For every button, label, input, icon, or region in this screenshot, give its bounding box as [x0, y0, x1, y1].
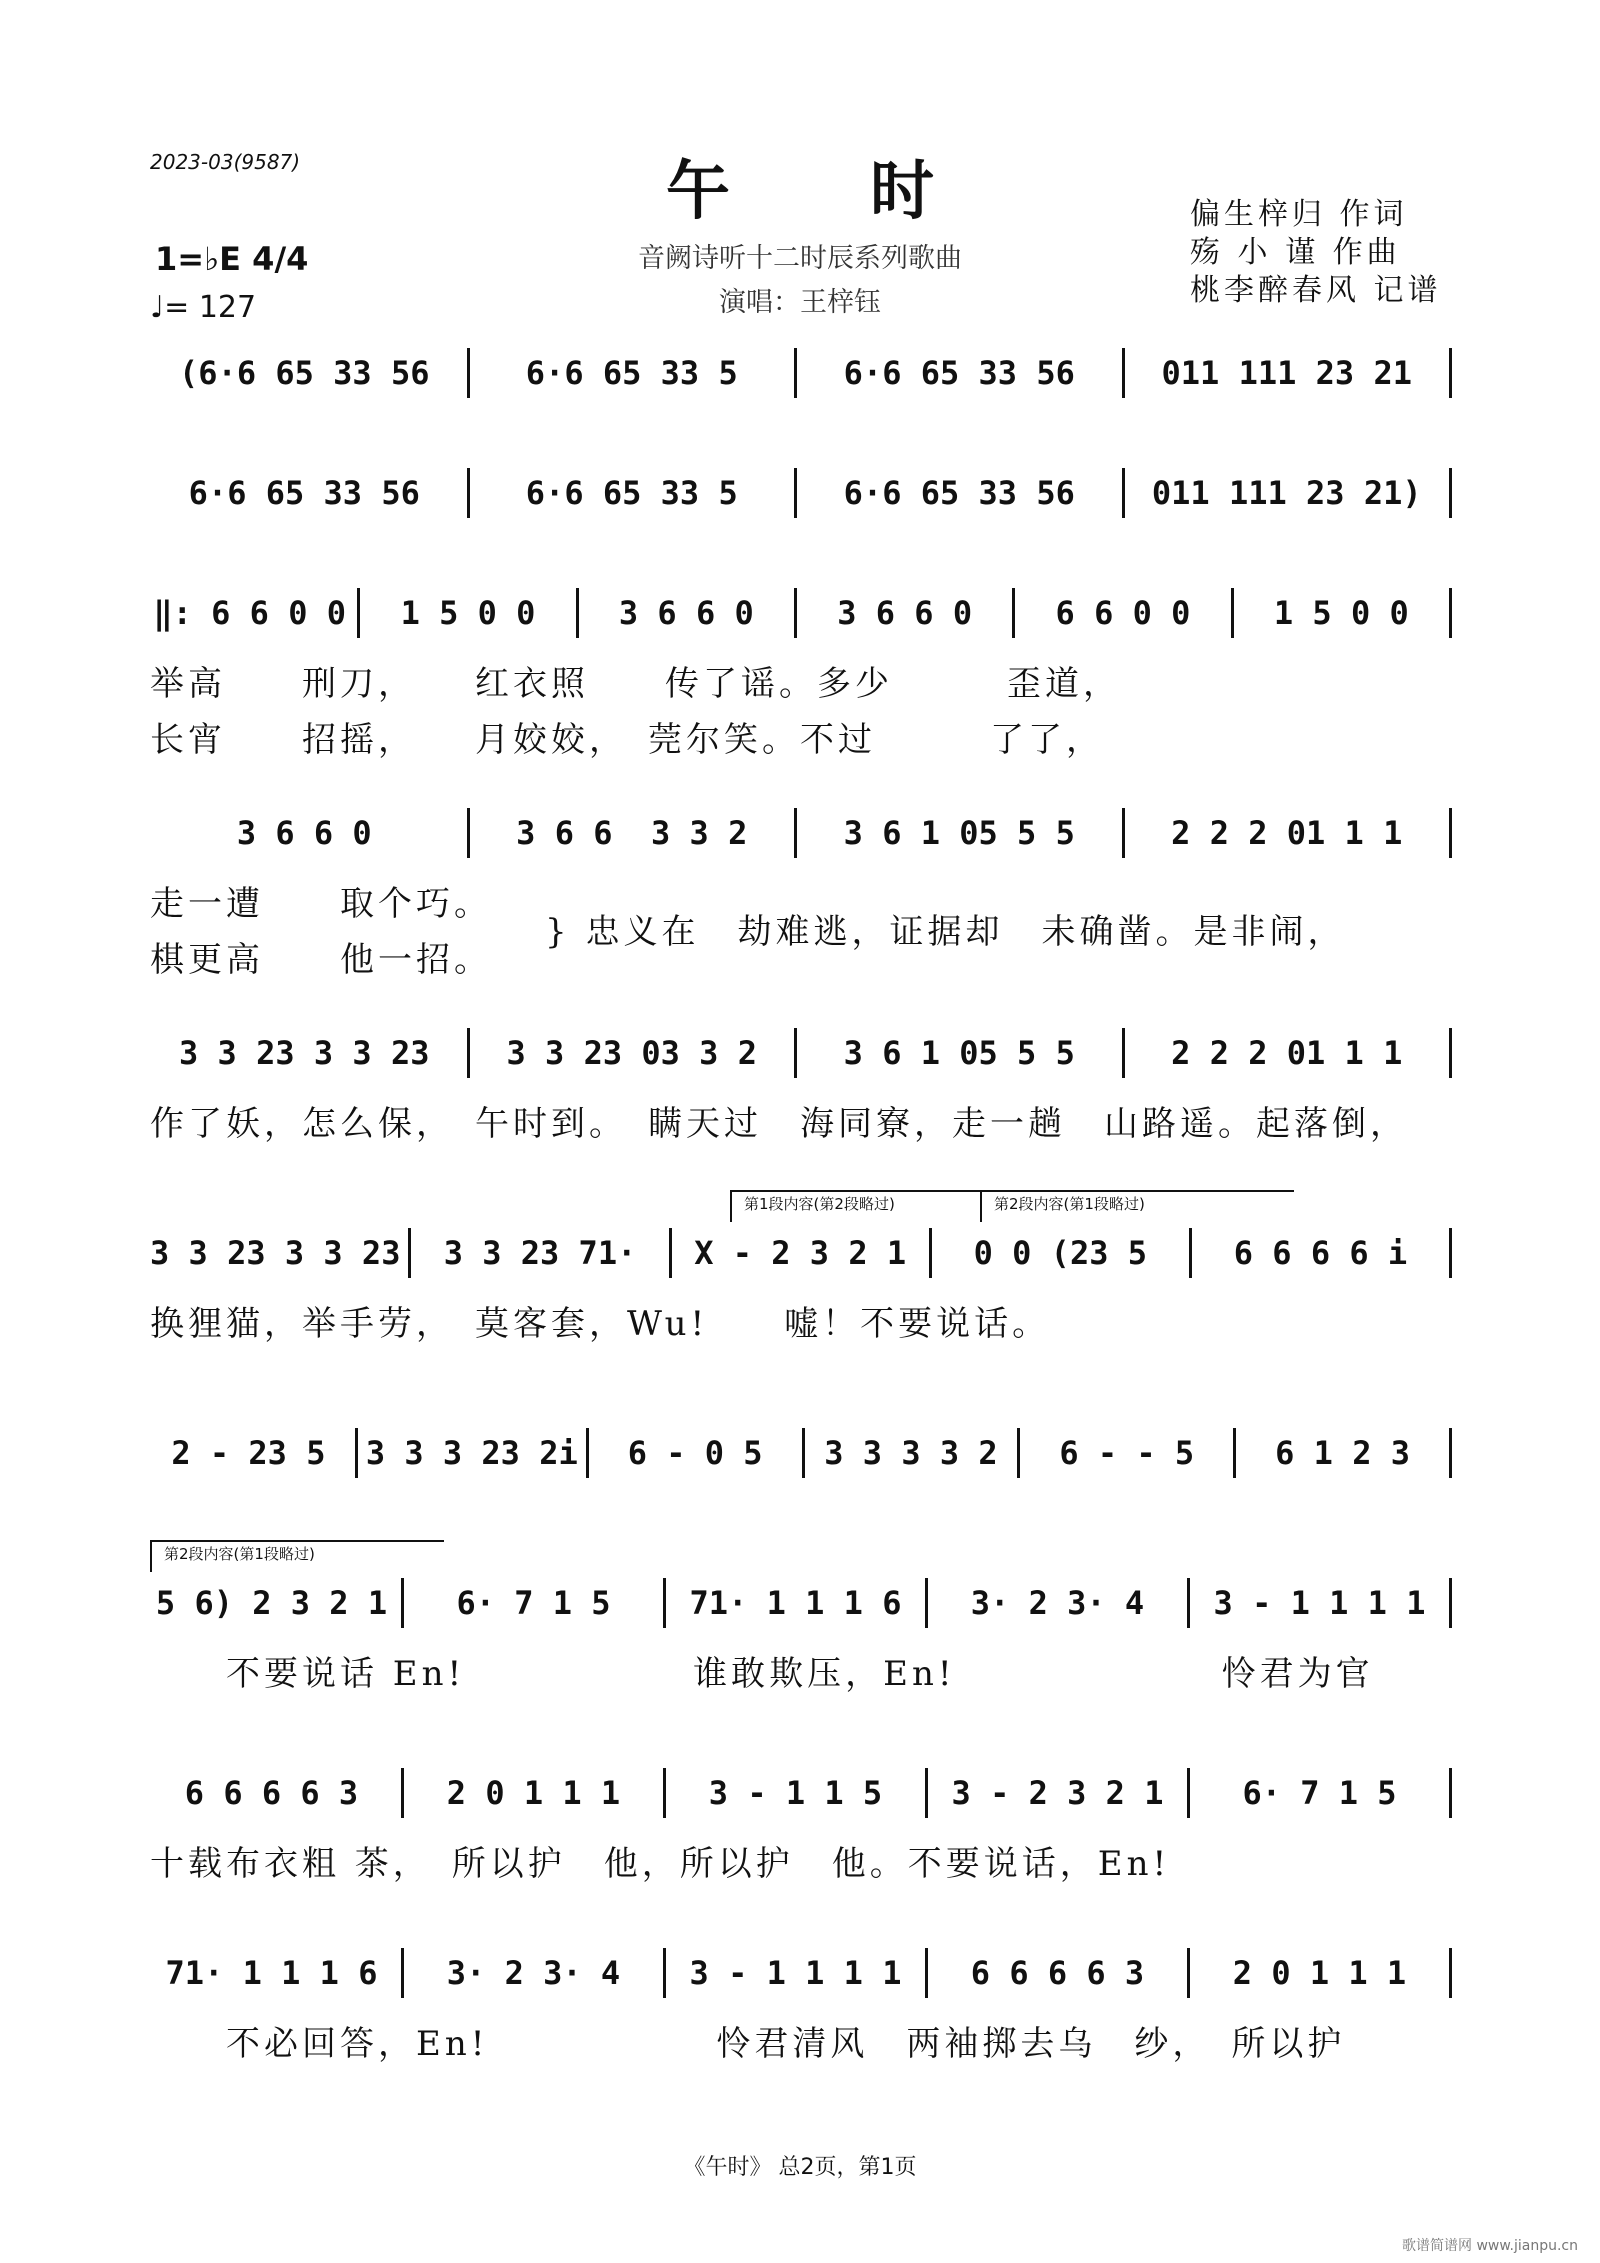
notes-row	[150, 1770, 1460, 1816]
bar-line	[663, 1578, 666, 1628]
measure: 3 3 23 3 3 23	[150, 1234, 401, 1272]
notes-row	[150, 1950, 1460, 1996]
bar-line	[1122, 468, 1125, 518]
bar-line	[1012, 588, 1015, 638]
bar-line	[794, 348, 797, 398]
measure: 3 6 6 0	[236, 814, 372, 852]
watermark: 歌谱简谱网 www.jianpu.cn	[1402, 2238, 1578, 2254]
measure: 6· 7 1 5	[1242, 1774, 1397, 1812]
measure: 5 6) 2 3 2 1	[155, 1584, 388, 1622]
volta-bracket: 第2段内容(第1段略过)	[980, 1190, 1294, 1222]
measure: 0 0 (23 5	[973, 1234, 1147, 1272]
notes-row	[150, 1030, 1460, 1076]
measure: 3 3 23 3 3 23	[179, 1034, 430, 1072]
measure: 3· 2 3· 4	[446, 1954, 621, 1992]
measure: 6 6 6 6 3	[970, 1954, 1145, 1992]
bar-line	[663, 1768, 666, 1818]
measure: 3 3 23 03 3 2	[506, 1034, 757, 1072]
notes-row	[150, 810, 1460, 856]
measure: (6·6 65 33 56	[179, 354, 430, 392]
bar-line	[401, 1948, 404, 1998]
bar-line	[1449, 1228, 1452, 1278]
lyric-line: 走一遭 取个巧。	[150, 884, 492, 924]
lyric-line: 十载布衣粗 茶， 所以护 他，所以护 他。不要说话，En!	[150, 1844, 1171, 1884]
bar-line	[1449, 468, 1452, 518]
bar-line	[794, 468, 797, 518]
measure: 3 3 23 71·	[443, 1234, 637, 1272]
date-code: 2023-03(9587)	[150, 150, 301, 174]
singer: 演唱：王梓钰	[719, 287, 881, 318]
bar-line	[1449, 588, 1452, 638]
bar-line	[401, 1578, 404, 1628]
measure: 011 111 23 21)	[1151, 474, 1422, 512]
notes-row	[150, 350, 1460, 396]
bar-line	[1187, 1768, 1190, 1818]
measure: 6 1 2 3	[1275, 1434, 1410, 1472]
measure: 6 6 0 0	[1055, 594, 1191, 632]
measure: 6·6 65 33 56	[843, 474, 1075, 512]
notes-row	[150, 470, 1460, 516]
key-signature: 1=♭E 4/4	[155, 240, 309, 278]
measure: 6 - 0 5	[627, 1434, 763, 1472]
bar-line	[925, 1768, 928, 1818]
measure: 3 6 1 05 5 5	[843, 814, 1075, 852]
bar-line	[1449, 1768, 1452, 1818]
measure: 3 - 1 1 5	[708, 1774, 883, 1812]
bar-line	[794, 588, 797, 638]
measure: 2 - 23 5	[171, 1434, 326, 1472]
measure: 6 6 6 6 3	[184, 1774, 359, 1812]
measure: 2 2 2 01 1 1	[1171, 814, 1403, 852]
measure: 6·6 65 33 5	[525, 354, 738, 392]
measure: ‖: 6 6 0 0	[153, 594, 346, 632]
bar-line	[669, 1228, 672, 1278]
measure: 6·6 65 33 56	[843, 354, 1075, 392]
bar-line	[357, 588, 360, 638]
bar-line	[1122, 348, 1125, 398]
measure: 3 6 6 0	[837, 594, 973, 632]
measure: 3· 2 3· 4	[970, 1584, 1145, 1622]
measure: 3 - 1 1 1 1	[1213, 1584, 1426, 1622]
bar-line	[1233, 1428, 1236, 1478]
bar-line	[1231, 588, 1234, 638]
measure: 1 5 0 0	[400, 594, 536, 632]
bar-line	[802, 1428, 805, 1478]
bar-line	[1449, 1428, 1452, 1478]
measure: 2 2 2 01 1 1	[1171, 1034, 1403, 1072]
bar-line	[467, 808, 470, 858]
measure: 6· 7 1 5	[456, 1584, 611, 1622]
bar-line	[1449, 1948, 1452, 1998]
credits	[1190, 196, 1442, 310]
measure: 6 6 6 6 i	[1233, 1234, 1408, 1272]
bar-line	[794, 1028, 797, 1078]
bar-line	[1187, 1578, 1190, 1628]
bar-line	[586, 1428, 589, 1478]
bar-line	[576, 588, 579, 638]
lyric-line: 不要说话 En! 谁敢欺压，En! 怜君为官	[150, 1654, 1374, 1694]
bar-line	[1449, 1028, 1452, 1078]
volta-bracket: 第1段内容(第2段略过)	[730, 1190, 984, 1222]
bar-line	[467, 468, 470, 518]
measure: X - 2 3 2 1	[694, 1234, 907, 1272]
bar-line	[1189, 1228, 1192, 1278]
bar-line	[1017, 1428, 1020, 1478]
lyric-line: 作了妖，怎么保， 午时到。 瞒天过 海同寮，走一趟 山路遥。起落倒，	[150, 1104, 1408, 1144]
bar-line	[1449, 808, 1452, 858]
lyricist-credit: 偏生梓归 作词	[1190, 197, 1408, 232]
bar-line	[925, 1578, 928, 1628]
subtitle: 音阙诗听十二时辰系列歌曲	[638, 243, 962, 274]
bar-line	[925, 1948, 928, 1998]
page-footer: 《午时》 总2页，第1页	[683, 2155, 917, 2180]
measure: 71· 1 1 1 6	[689, 1584, 902, 1622]
bar-line	[467, 1028, 470, 1078]
bar-line	[467, 348, 470, 398]
bar-line	[408, 1228, 411, 1278]
lyric-line: 不必回答，En! 怜君清风 两袖掷去乌 纱， 所以护	[150, 2024, 1346, 2064]
bar-line	[1122, 808, 1125, 858]
measure: 6 - - 5	[1059, 1434, 1195, 1472]
measure: 6·6 65 33 5	[525, 474, 738, 512]
measure: 2 0 1 1 1	[446, 1774, 621, 1812]
lyric-line: 棋更高 他一招。	[150, 940, 492, 980]
bar-line	[1122, 1028, 1125, 1078]
measure: 1 5 0 0	[1273, 594, 1409, 632]
lyric-line: 举高 刑刀， 红衣照 传了谣。多少 歪道，	[150, 664, 1121, 704]
composer-credit: 殇 小 谨 作曲	[1190, 235, 1401, 270]
notes-row	[150, 1230, 1460, 1276]
bar-line	[1449, 1578, 1452, 1628]
measure: 3 3 3 23 2i	[365, 1434, 578, 1472]
bar-line	[794, 808, 797, 858]
measure: 2 0 1 1 1	[1232, 1954, 1407, 1992]
notes-row	[150, 1580, 1460, 1626]
measure: 71· 1 1 1 6	[165, 1954, 378, 1992]
notes-row	[150, 1430, 1460, 1476]
bar-line	[401, 1768, 404, 1818]
notes-row	[150, 590, 1460, 636]
measure: 3 6 6 0	[618, 594, 754, 632]
bar-line	[355, 1428, 358, 1478]
bar-line	[1187, 1948, 1190, 1998]
volta-bracket: 第2段内容(第1段略过)	[150, 1540, 444, 1572]
bar-line	[663, 1948, 666, 1998]
measure: 3 - 1 1 1 1	[689, 1954, 902, 1992]
measure: 3 6 1 05 5 5	[843, 1034, 1075, 1072]
lyric-line-shared: } 忠义在 劫难逃，证据却 未确凿。是非闹，	[545, 912, 1346, 952]
song-title: 午时	[666, 155, 1074, 229]
lyric-line: 长宵 招摇， 月姣姣， 莞尔笑。不过 了了，	[150, 720, 1104, 760]
bar-line	[929, 1228, 932, 1278]
measure: 011 111 23 21	[1161, 354, 1412, 392]
bar-line	[1449, 348, 1452, 398]
measure: 6·6 65 33 56	[188, 474, 420, 512]
transcriber-credit: 桃李醉春风 记谱	[1190, 273, 1442, 308]
measure: 3 - 2 3 2 1	[951, 1774, 1164, 1812]
measure: 3 3 3 3 2	[824, 1434, 998, 1472]
lyric-line: 换狸猫，举手劳， 莫客套，Wu! 嘘！不要说话。	[150, 1304, 1051, 1344]
measure: 3 6 6 3 3 2	[516, 814, 748, 852]
tempo-marking: ♩= 127	[150, 290, 257, 325]
